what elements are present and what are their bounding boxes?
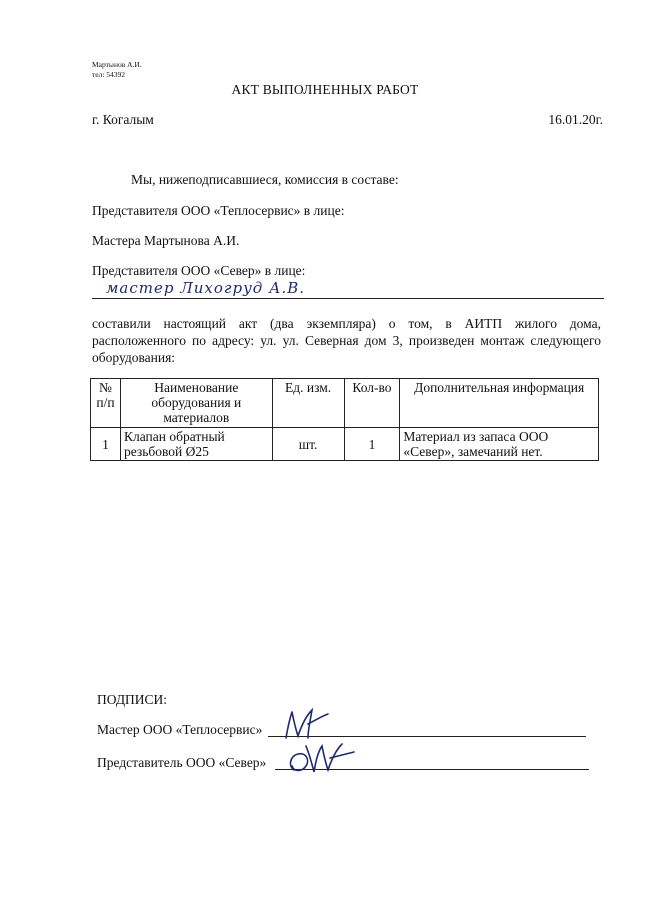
intro-text: Мы, нижеподписавшиеся, комиссия в составе: [131,172,399,187]
document-title: АКТ ВЫПОЛНЕННЫХ РАБОТ [231,82,419,97]
representative-1-name: Мастера Мартынова А.И. [92,233,240,248]
author-name: Мартынов А.И. [92,60,142,69]
column-header-quantity: Кол-во [344,379,400,428]
signatures-heading: ПОДПИСИ: [97,692,168,707]
document-date: 16.01.20г. [548,112,603,127]
representative-1-label: Представителя ООО «Теплосервис» в лице: [92,203,345,218]
handwritten-line [92,281,604,299]
equipment-table [90,378,599,461]
column-header-name: Наименование оборудования и материалов [120,379,272,428]
signature-1-label: Мастер ООО «Теплосервис» [97,722,263,737]
signature-2-label: Представитель ООО «Север» [97,755,267,770]
cell-info: Материал из запаса ООО «Север», замечаний нет. [400,428,599,461]
column-header-info: Дополнительная информация [400,379,599,428]
cell-number: 1 [91,428,121,461]
author-phone: тел: 54392 [92,70,126,79]
representative-2-label: Представителя ООО «Север» в лице: [92,263,306,278]
statement-line-1: составили настоящий акт (два экземпляра) о том, в АИТП жилого дома, [92,316,601,331]
table-header-row [91,379,599,428]
column-header-number: № п/п [91,379,121,428]
table-row [91,428,599,461]
handwritten-representative: мастер Лихогруд А.В. [106,279,305,297]
cell-quantity: 1 [344,428,400,461]
statement-line-2: расположенного по адресу: ул. ул. Северная дом 3, произведен монтаж следующего [92,333,601,348]
signature-2-mark [284,736,364,778]
statement-line-3: оборудования: [92,350,176,365]
city: г. Когалым [92,112,154,127]
cell-unit: шт. [272,428,344,461]
cell-name: Клапан обратный резьбовой Ø25 [120,428,272,461]
column-header-unit: Ед. изм. [272,379,344,428]
